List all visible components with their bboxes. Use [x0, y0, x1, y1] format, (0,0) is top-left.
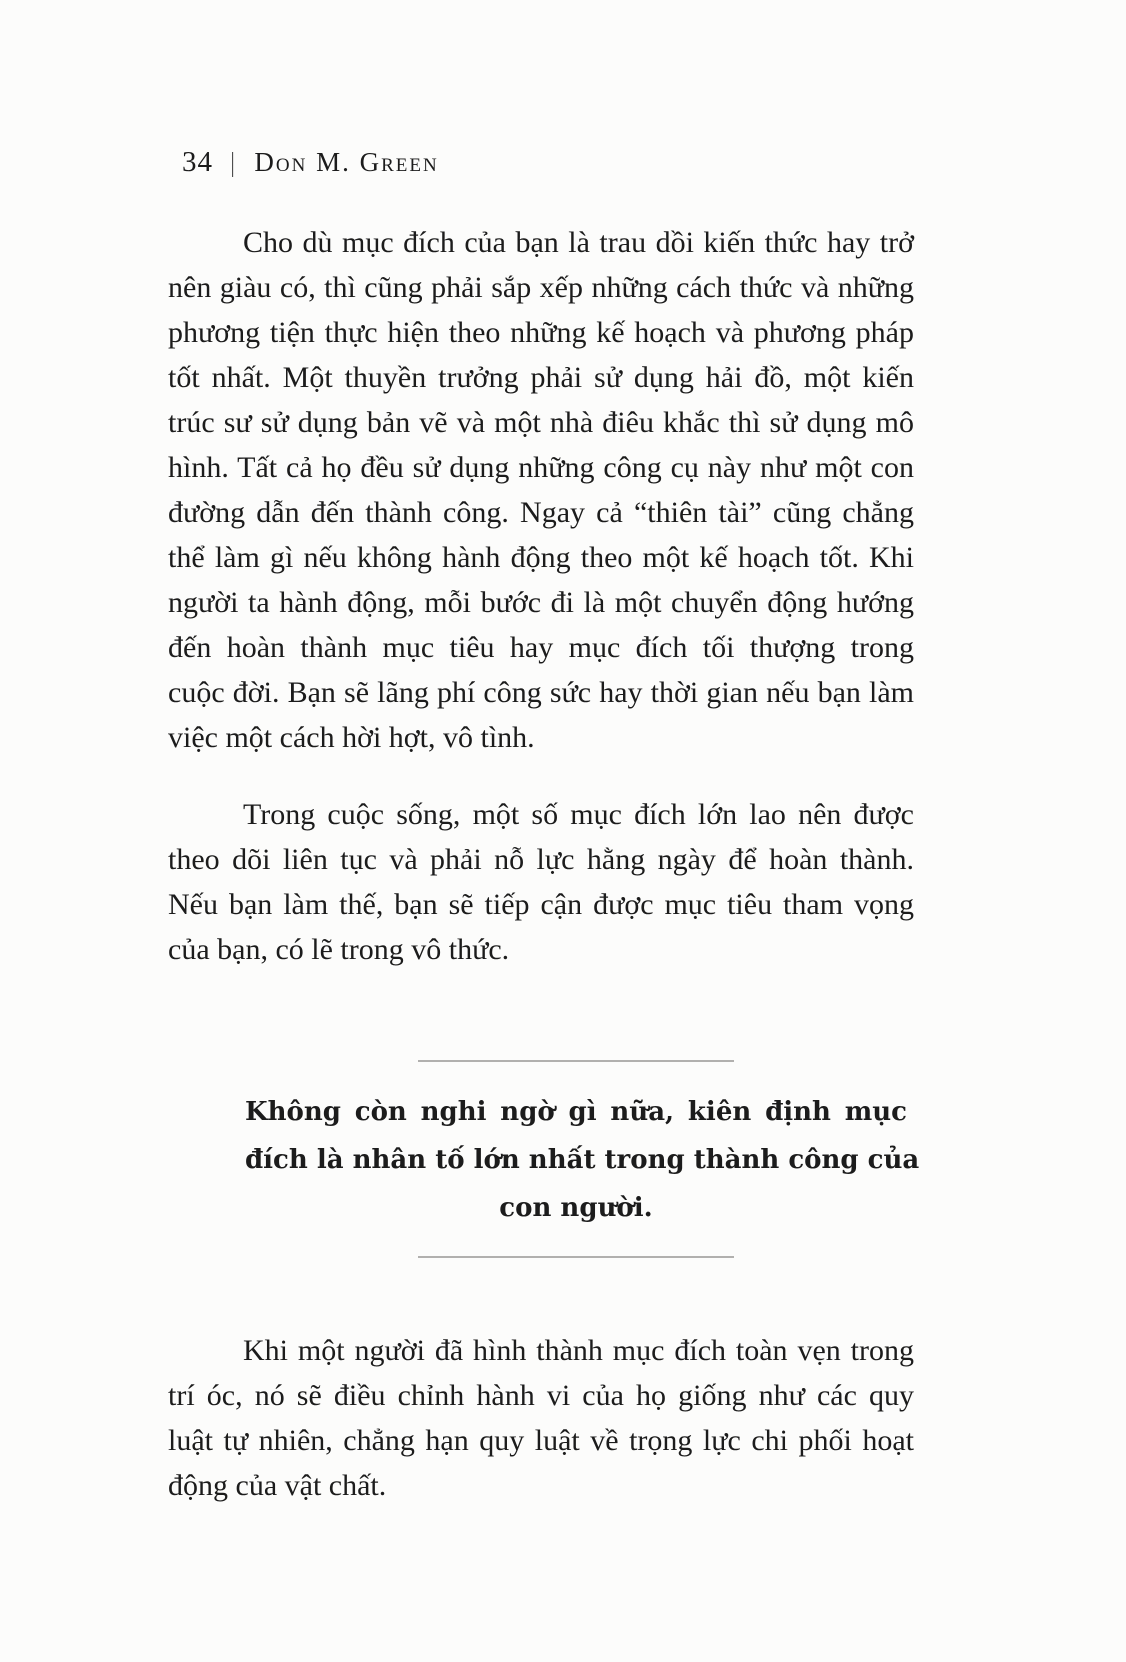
divider-rule-bottom [418, 1256, 734, 1258]
text-line: Khi một người đã hình thành mục đích toàn vẹn trong [243, 1334, 914, 1367]
header-divider: | [230, 147, 235, 177]
text-line: Cho dù mục đích của bạn là trau dồi kiến thức hay trở [243, 226, 914, 259]
pull-quote [245, 1088, 920, 1232]
text-line: Trong cuộc sống, một số mục đích lớn lao nên được [243, 798, 914, 831]
text-line: đến hoàn thành mục tiêu hay mục đích tối thượng trong [168, 631, 914, 664]
quote-line: con người. [499, 1193, 653, 1223]
running-head [182, 146, 439, 179]
text-line: việc một cách hời hợt, vô tình. [168, 721, 535, 754]
author-name: Don M. Green [254, 147, 439, 177]
text-line: nên giàu có, thì cũng phải sắp xếp những cách thức và những [168, 271, 914, 304]
text-line: người ta hành động, mỗi bước đi là một chuyển động hướng [168, 586, 914, 619]
paragraph [168, 1328, 914, 1508]
page-body [168, 196, 920, 1508]
text-line: phương tiện thực hiện theo những kế hoạch và phương pháp [168, 316, 914, 349]
quote-line: đích là nhân tố lớn nhất trong thành công của [245, 1145, 920, 1175]
text-line: luật tự nhiên, chẳng hạn quy luật về trọng lực chi phối hoạt [168, 1424, 914, 1457]
text-line: tốt nhất. Một thuyền trưởng phải sử dụng hải đồ, một kiến [168, 361, 914, 394]
text-line: động của vật chất. [168, 1469, 387, 1502]
pull-quote-section [245, 1060, 920, 1258]
paragraph [168, 220, 914, 760]
page-number: 34 [182, 146, 213, 178]
quote-line: Không còn nghi ngờ gì nữa, kiên định mục [245, 1097, 907, 1127]
divider-rule-top [418, 1060, 734, 1062]
text-line: trí óc, nó sẽ điều chỉnh hành vi của họ giống như các quy [168, 1379, 914, 1412]
text-line: cuộc đời. Bạn sẽ lãng phí công sức hay thời gian nếu bạn làm [168, 676, 914, 709]
text-line: trúc sư sử dụng bản vẽ và một nhà điêu khắc thì sử dụng mô [168, 406, 914, 439]
text-line: của bạn, có lẽ trong vô thức. [168, 933, 510, 966]
text-line: Nếu bạn làm thế, bạn sẽ tiếp cận được mục tiêu tham vọng [168, 888, 914, 921]
text-line: thể làm gì nếu không hành động theo một kế hoạch tốt. Khi [168, 541, 914, 574]
text-line: hình. Tất cả họ đều sử dụng những công cụ này như một con [168, 451, 914, 484]
paragraph [168, 792, 914, 972]
text-line: theo dõi liên tục và phải nỗ lực hằng ngày để hoàn thành. [168, 843, 914, 876]
text-line: đường dẫn đến thành công. Ngay cả “thiên tài” cũng chẳng [168, 496, 914, 529]
